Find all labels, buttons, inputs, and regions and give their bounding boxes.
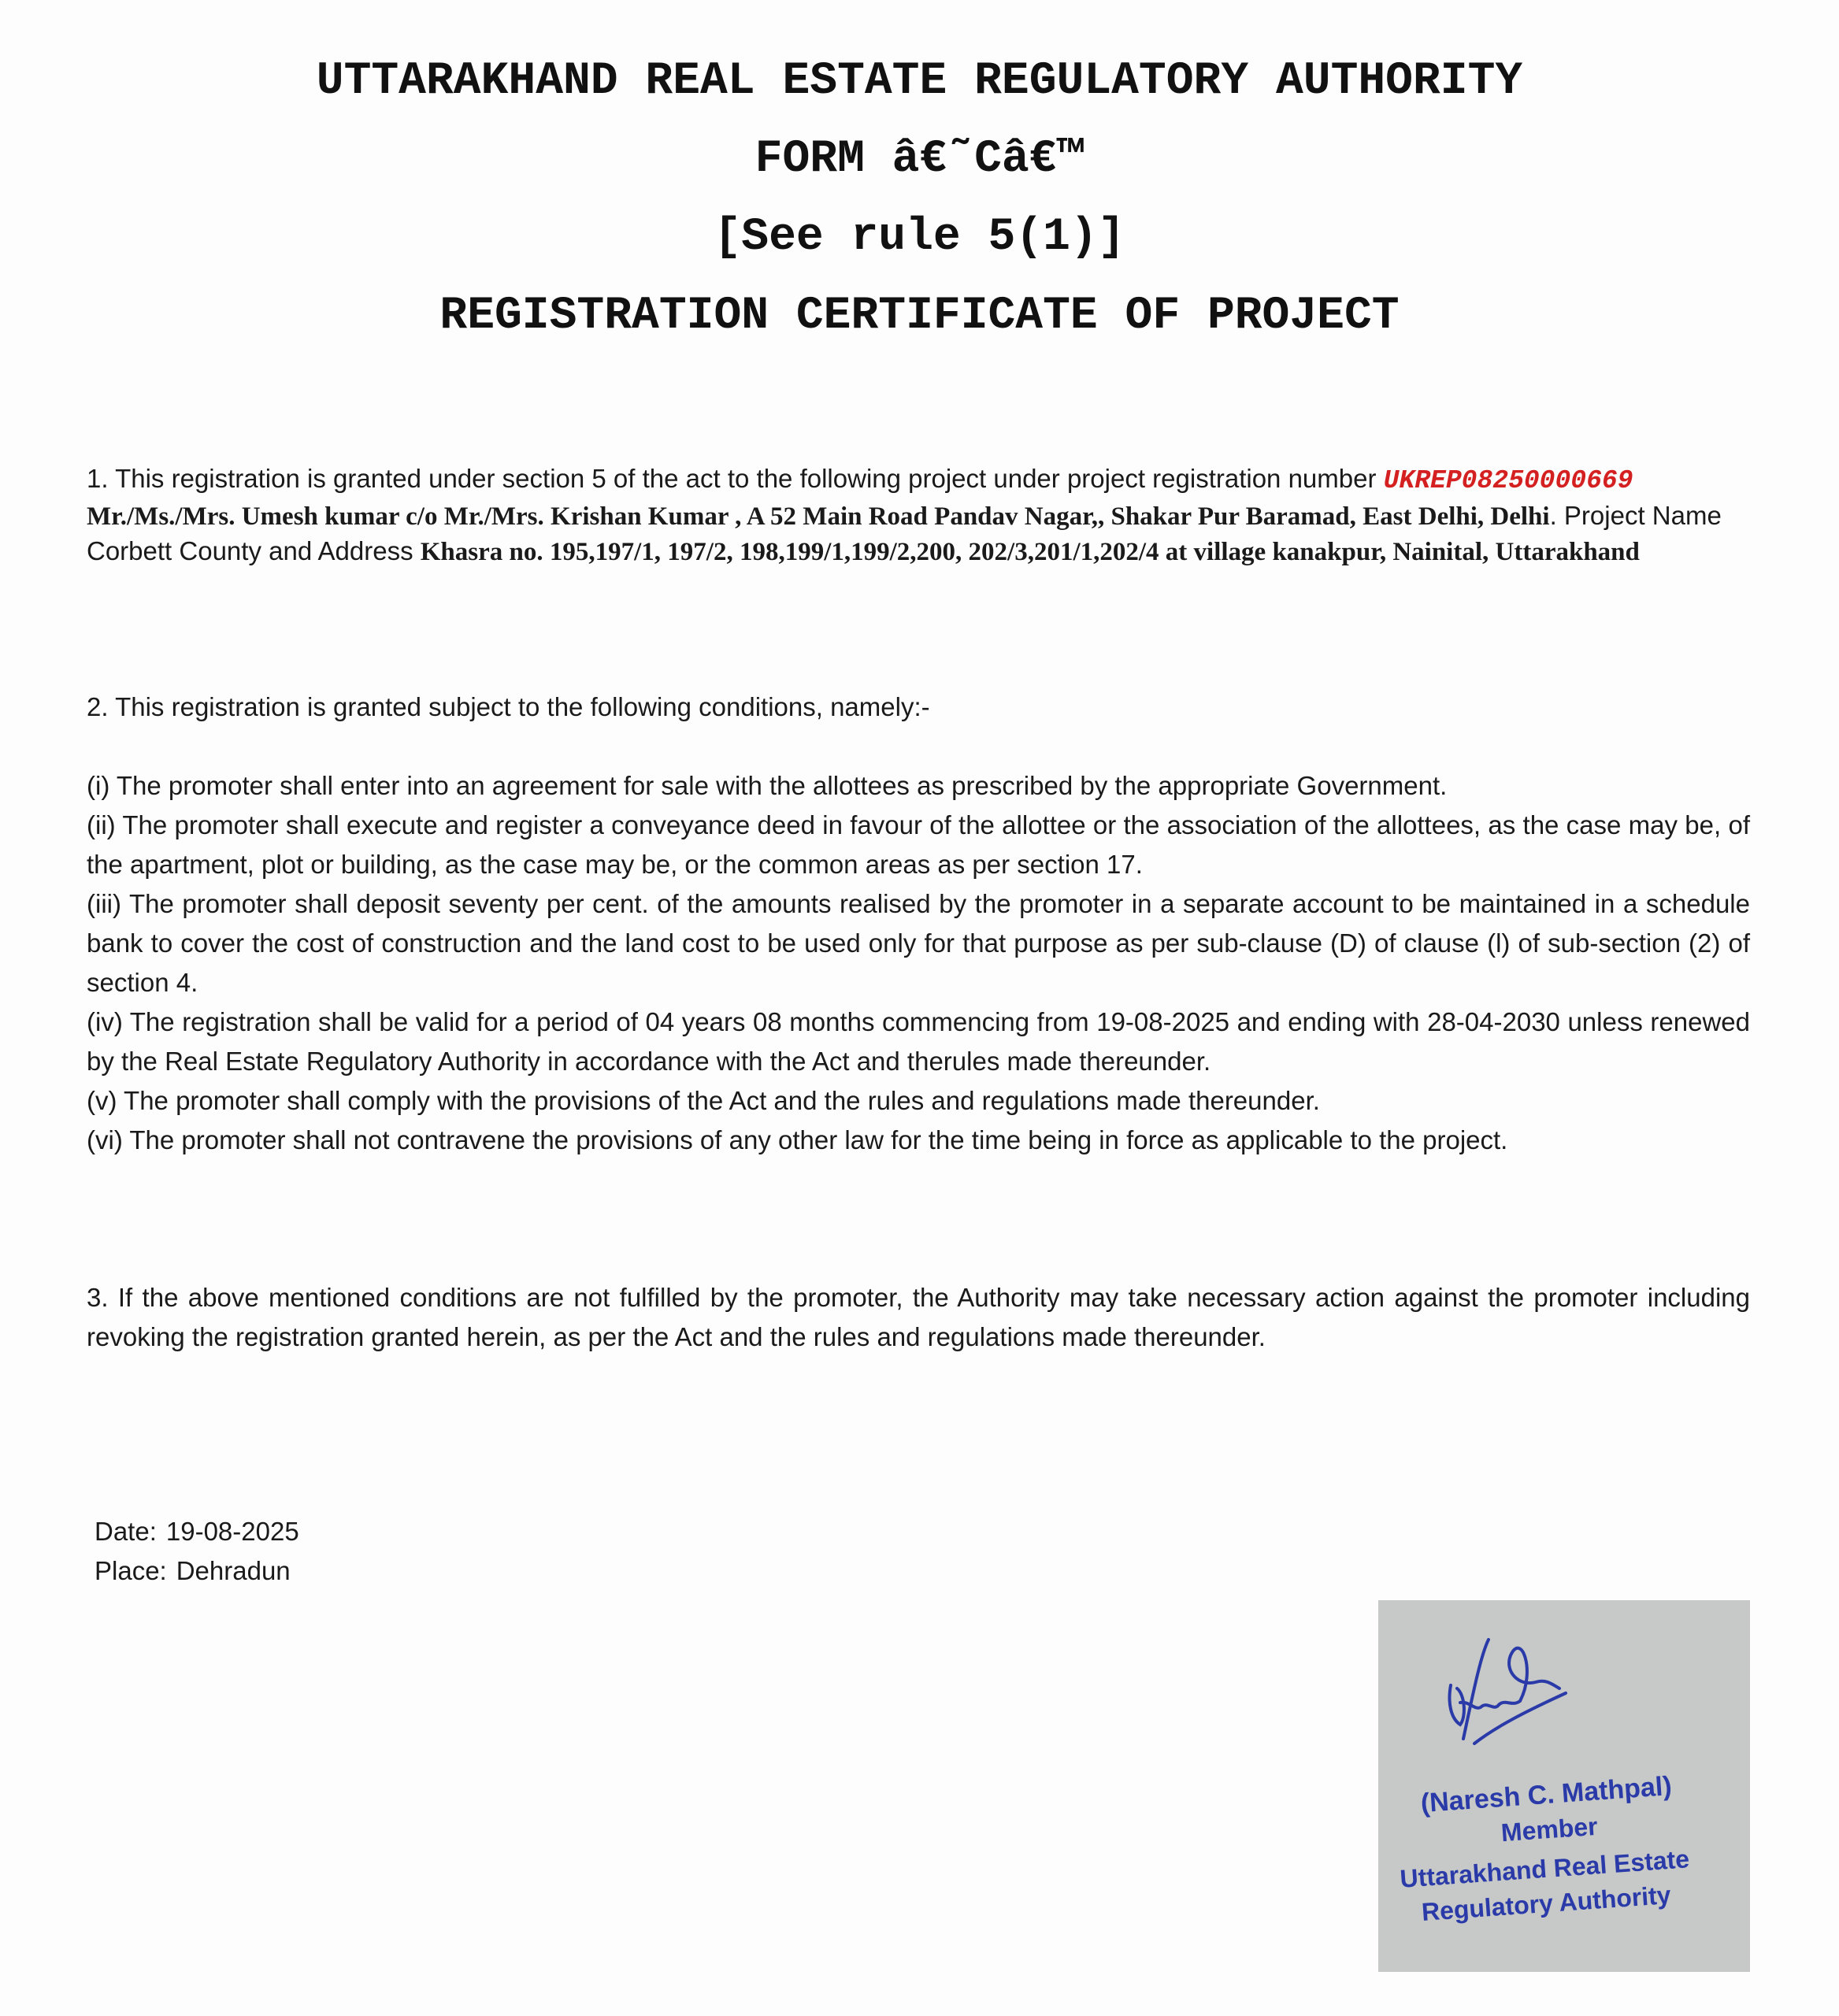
place-label: Place: (95, 1556, 167, 1585)
condition-item: (ii) The promoter shall execute and register a conveyance deed in favour of the allottee or the association of the allottees, as the case may be, of the apartment, plot or building, as the case may be, or the common areas as per section 17. (87, 810, 1750, 879)
stamp-org-line1: Uttarakhand Real Estate (1399, 1844, 1691, 1893)
conditions-list (87, 766, 1750, 1160)
condition-item: (v) The promoter shall comply with the provisions of the Act and the rules and regulations made thereunder. (87, 1086, 1320, 1115)
revocation-paragraph: 3. If the above mentioned conditions are not fulfilled by the promoter, the Authority may take necessary action against the promoter including revoking the registration granted herein, as per the Act and the rules and regulations made thereunder. (87, 1283, 1750, 1351)
authority-title: UTTARAKHAND REAL ESTATE REGULATORY AUTHORITY (316, 56, 1523, 107)
rule-reference: [See rule 5(1)] (714, 212, 1125, 263)
project-name: Corbett County (87, 536, 261, 565)
signature-stamp-graphic (1378, 1600, 1750, 1972)
project-address: Khasra no. 195,197/1, 197/2, 198,199/1,199/2,200, 202/3,201/1,202/4 at village kanakpur, Nainital, Uttarakhand (420, 538, 1640, 566)
registration-paragraph (87, 461, 1750, 569)
project-name-label: . Project Name (1549, 501, 1722, 530)
condition-item: (iv) The registration shall be valid for a period of 04 years 08 months commencing from 19-08-2025 and ending with 28-04-2030 unless renewed by the Real Estate Regulatory Authority in accordance with the Act and therules made thereunder. (87, 1007, 1750, 1076)
condition-item: (iii) The promoter shall deposit seventy per cent. of the amounts realised by the promoter in a separate account to be maintained in a schedule bank to cover the cost of construction and the land cost to be used only for that purpose as per sub-clause (D) of clause (l) of sub-section (2) of section 4. (87, 889, 1750, 997)
condition-item: (i) The promoter shall enter into an agreement for sale with the allottees as prescribed by the appropriate Government. (87, 771, 1448, 800)
registration-number: UKREP08250000669 (1383, 466, 1633, 495)
registration-intro: 1. This registration is granted under section 5 of the act to the following project under project registration number (87, 464, 1384, 493)
certificate-title: REGISTRATION CERTIFICATE OF PROJECT (439, 291, 1400, 342)
place-value: Dehradun (176, 1556, 291, 1585)
date-label: Date: (95, 1517, 157, 1546)
place-row (95, 1551, 291, 1591)
signature-scribble (1450, 1640, 1566, 1744)
stamp-name: (Naresh C. Mathpal) (1419, 1770, 1673, 1819)
conditions-intro: 2. This registration is granted subject to the following conditions, namely:- (87, 692, 930, 721)
form-name: FORM â€˜Câ€™ (755, 134, 1084, 185)
date-value: 19-08-2025 (165, 1517, 299, 1546)
promoter-details: Mr./Ms./Mrs. Umesh kumar c/o Mr./Mrs. Krishan Kumar , A 52 Main Road Pandav Nagar,, Shakar Pur Baramad, East Delhi, Delhi (87, 502, 1550, 531)
condition-item: (vi) The promoter shall not contravene the provisions of any other law for the time being in force as applicable to the project. (87, 1125, 1508, 1154)
stamp-org-line2: Regulatory Authority (1420, 1881, 1672, 1927)
stamp-role: Member (1500, 1811, 1599, 1847)
signature-stamp (1378, 1600, 1750, 1972)
address-label: and Address (261, 536, 421, 565)
date-row (95, 1512, 299, 1551)
